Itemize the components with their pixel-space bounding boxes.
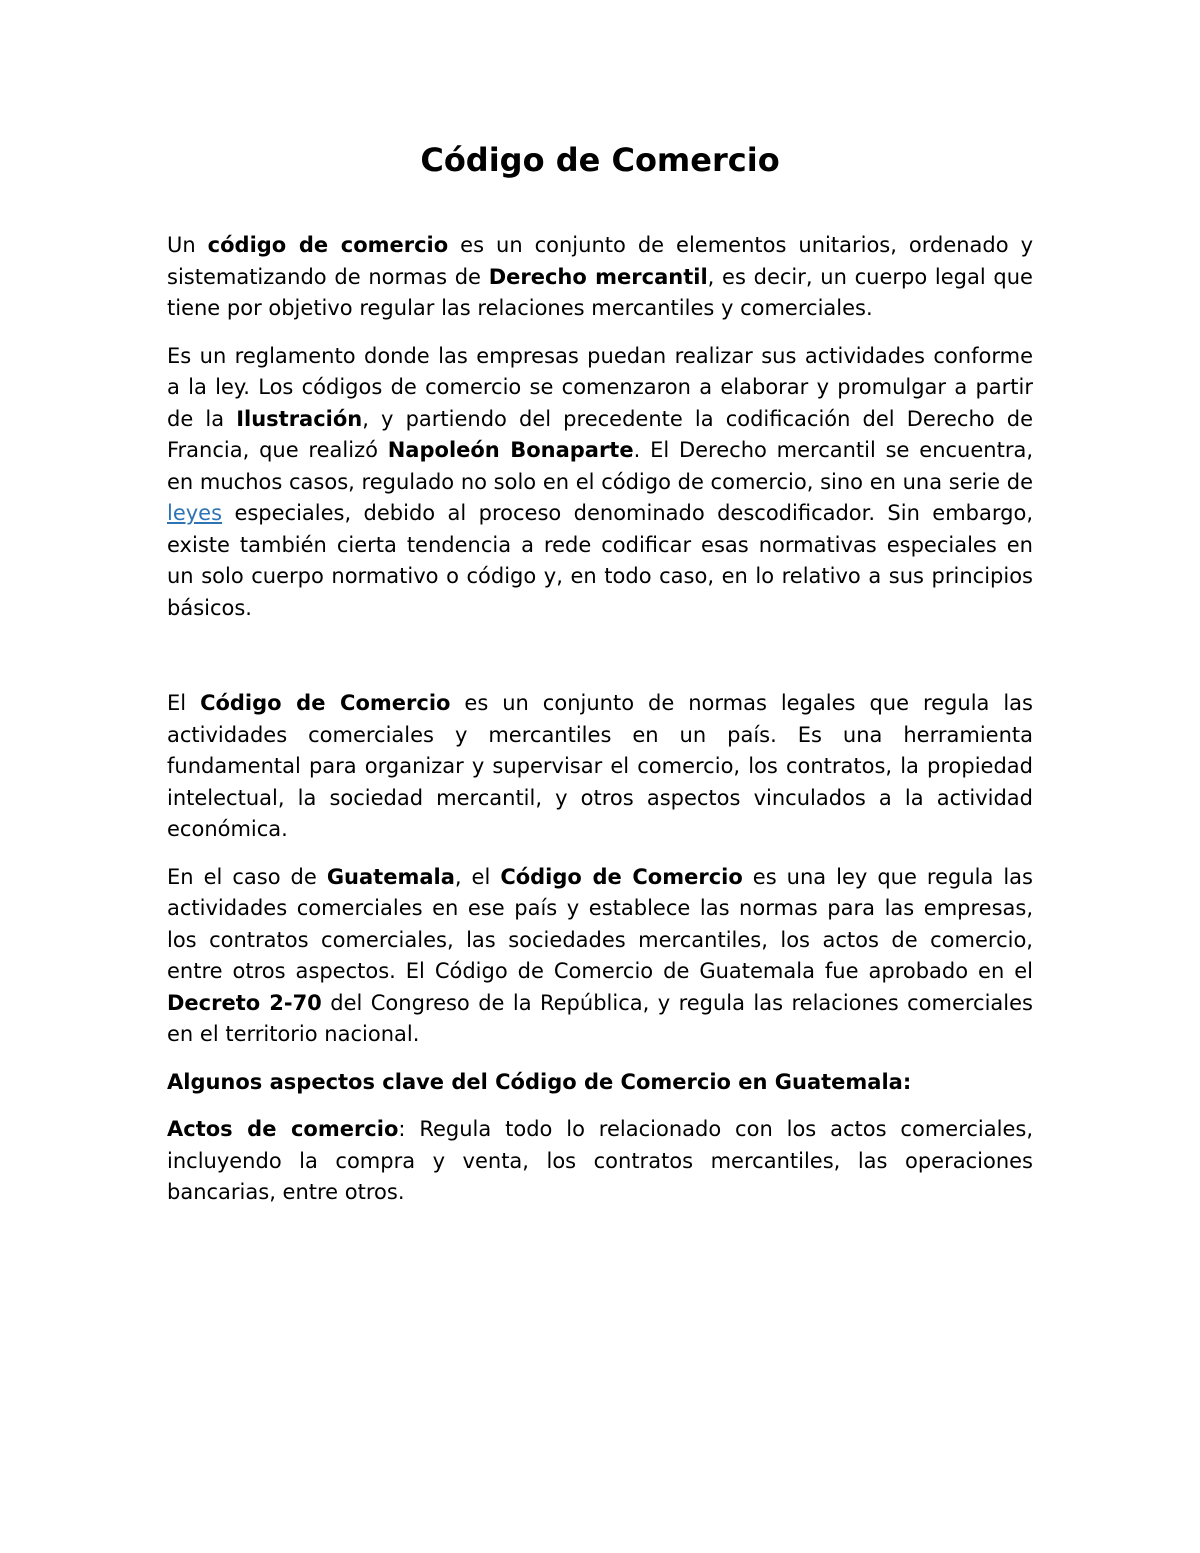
document-body xyxy=(167,140,1033,1225)
paragraph-history: Es un reglamento donde las empresas puedan realizar sus actividades conforme a la ley. Los códigos de comercio se comenzaron a elaborar y promulgar a partir de la Ilustración, y partiendo del precedente la codificación del Derecho de Francia, que realizó Napoleón Bonaparte. El Derecho mercantil se encuentra, en muchos casos, regulado no solo en el código de comercio, sino en una serie de leyes especiales, debido al proceso denominado descodificador. Sin embargo, existe también cierta tendencia a rede codificar esas normativas especiales en un solo cuerpo normativo o código y, en todo caso, en lo relativo a sus principios básicos. xyxy=(167,343,1033,620)
bold-term-codigo-de-comercio-3: Código de Comercio xyxy=(500,864,743,889)
bold-term-codigo-de-comercio-2: Código de Comercio xyxy=(200,691,451,715)
bold-term-decreto: Decreto 2-70 xyxy=(167,990,322,1015)
document-title: Código de Comercio xyxy=(420,141,780,179)
paragraph-definition: Un código de comercio es un conjunto de elementos unitarios, ordenado y sistematizando de normas de Derecho mercantil, es decir, un cuerpo legal que tiene por objetivo regular las relaciones mercantiles y comerciales. xyxy=(167,233,1034,320)
bold-term-ilustracion: Ilustración xyxy=(236,406,363,431)
paragraph-overview: El Código de Comercio es un conjunto de normas legales que regula las actividades comerciales y mercantiles en un país. Es una herramienta fundamental para organizar y supervisar el comercio, los contratos, la propiedad intelectual, la sociedad mercantil, y otros aspectos vinculados a la actividad económica. xyxy=(167,691,1033,841)
bold-term-napoleon-bonaparte: Napoleón Bonaparte xyxy=(387,438,634,462)
section-heading-key-aspects: Algunos aspectos clave del Código de Comercio en Guatemala: xyxy=(167,1069,912,1094)
bold-term-codigo-de-comercio: código de comercio xyxy=(207,233,449,257)
bold-term-derecho-mercantil: Derecho mercantil xyxy=(488,264,708,289)
bold-term-actos-de-comercio: Actos de comercio xyxy=(167,1117,399,1141)
paragraph-guatemala: En el caso de Guatemala, el Código de Comercio es una ley que regula las actividades comerciales en ese país y establece las normas para las empresas, los contratos comerciales, las sociedades mercantiles, los actos de comercio, entre otros aspectos. El Código de Comercio de Guatemala fue aprobado en el Decreto 2-70 del Congreso de la República, y regula las relaciones comerciales en el territorio nacional. xyxy=(167,864,1033,1046)
bold-term-guatemala: Guatemala xyxy=(326,864,455,889)
paragraph-actos-de-comercio: Actos de comercio: Regula todo lo relacionado con los actos comerciales, incluyendo la compra y venta, los contratos mercantiles, las operaciones bancarias, entre otros. xyxy=(167,1117,1033,1204)
paragraph-spacer xyxy=(167,640,1033,688)
link-leyes[interactable]: leyes xyxy=(167,501,223,525)
